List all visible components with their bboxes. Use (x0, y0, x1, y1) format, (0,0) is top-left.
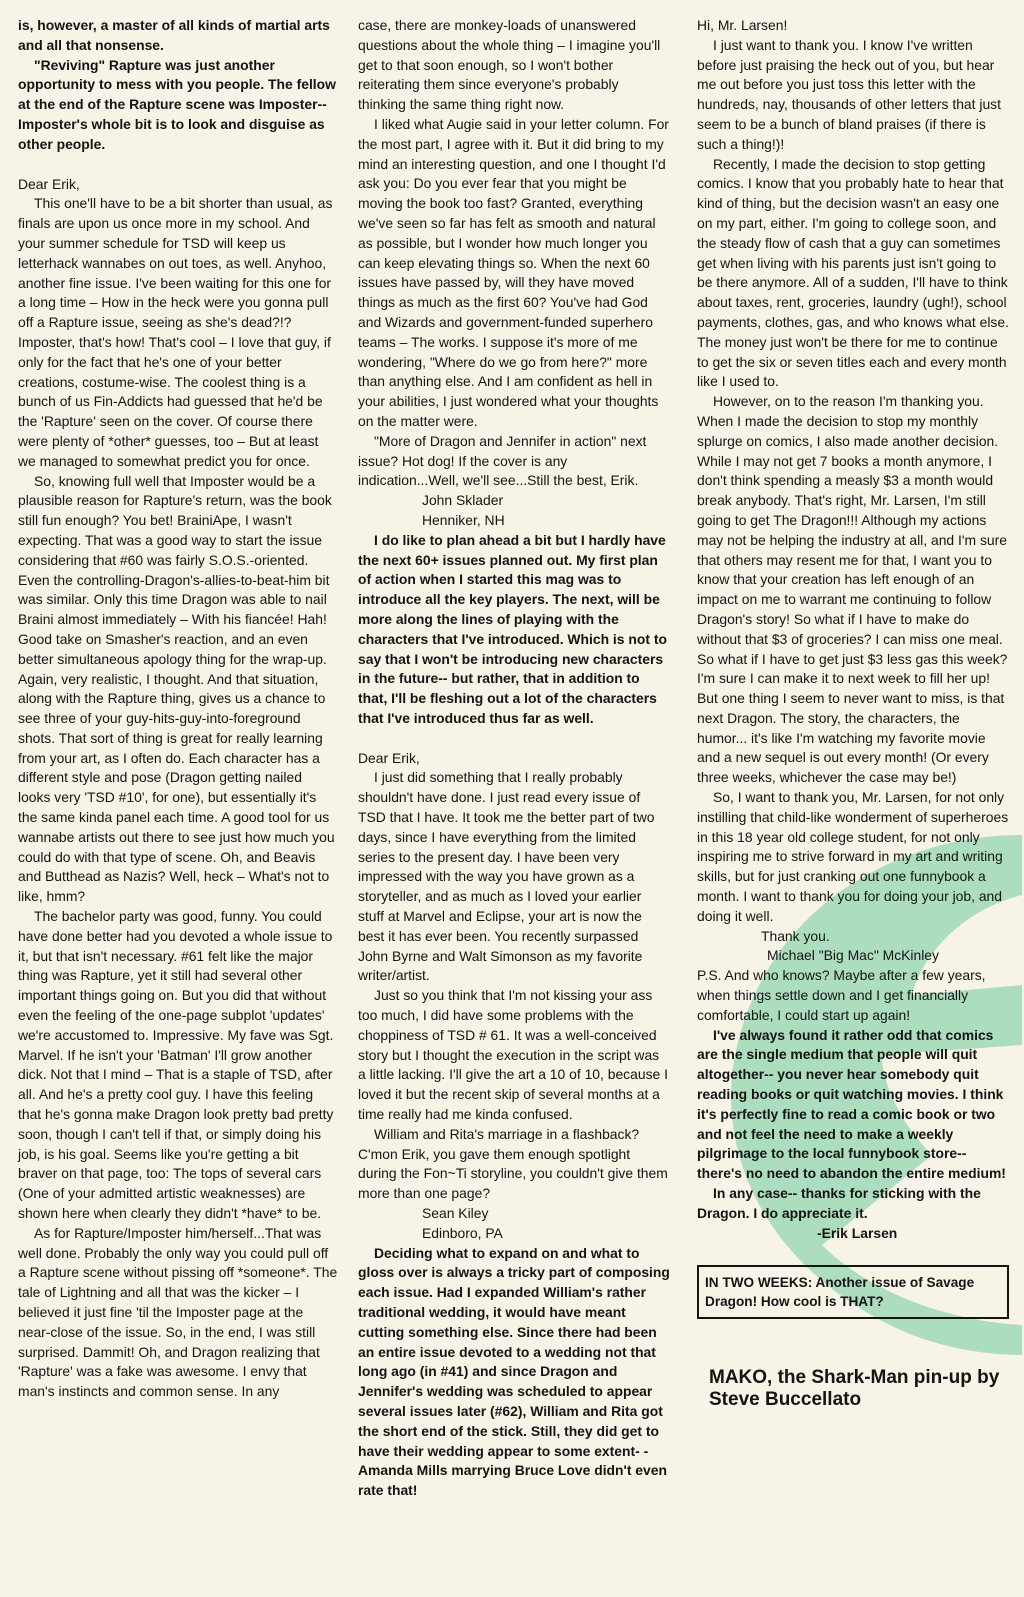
letter-paragraph: However, on to the reason I'm thanking you. When I made the decision to stop my monthly splurge on comics, I also made another decision. While I may not get 7 books a month anymore, I don't think spending a measly $3 a month would break anybody. That's right, Mr. Larsen, I'm still going to get The Dragon!!! Although my actions may not be helping the industry at all, and I'm sure that others may resent me for that, I want you to know that your creation has left enough of an impact on me to warrant me continuing to follow Dragon's story! So what if I have to make do without that $3 of groceries? I can miss one meal. So what if I have to get just $3 less gas this week? I'm sure I can make it to next week to fill her up! But one thing I seem to never want to miss, is that next Dragon. The story, the characters, the humor... it's like I'm watching my favorite movie and a new sequel is out every month! (Or every three weeks, whichever the case may be!) (697, 393, 1008, 786)
pinup-credit: MAKO, the Shark-Man pin-up by Steve Buccellato (709, 1367, 1000, 1411)
letter-signature: Edinboro, PA (422, 1224, 503, 1241)
editor-reply: In any case-- thanks for sticking with the Dragon. I do appreciate it. (697, 1185, 981, 1221)
letter-paragraph: Recently, I made the decision to stop getting comics. I know that you probably hate to hear that kind of thing, but the decision wasn't an easy one on my part, either. I'm going to college soon, and the steady flow of cash that a guy can sometimes get when living with his parents just isn't going to be there anymore. All of a sudden, I'll have to think about taxes, rent, groceries, laundry (ugh!), school payments, clothes, gas, and who knows what else. The money just won't be there for me to continue to get the six or seven titles each and every month like I used to. (697, 155, 1009, 390)
letter-signature: Michael "Big Mac" McKinley (767, 947, 939, 964)
letter-paragraph: case, there are monkey-loads of unanswered questions about the whole thing – I imagine you'll get to that soon enough, so I won't bother reiterating them since everyone's probably thinking the same thing right now. (358, 17, 661, 113)
editor-reply: Deciding what to expand on and what to gloss over is always a tricky part of composing each issue. Had I expanded William's rather traditional wedding, it would have meant cutting something else. Since there had been an entire issue devoted to a wedding not that long ago (in #41) and since Dragon and Jennifer's wedding was scheduled to appear several issues later (#62), William and Rita got the short end of the stick. Still, they did get to have their wedding appear to some extent- - Amanda Mills marrying Bruce Love didn't even rate that! (358, 1244, 670, 1499)
next-issue-box: IN TWO WEEKS: Another issue of Savage Dragon! How cool is THAT? (697, 1265, 1009, 1319)
letter-paragraph: So, I want to thank you, Mr. Larsen, for not only instilling that child-like wonderment of superheroes in this 18 year old college student, for not only inspiring me to strive forward in my art and writing skills, but for just cranking out one funnybook a month. I want to thank you for doing your job, and doing it well. (697, 789, 1009, 924)
letter-paragraph: I just did something that I really probably shouldn't have done. I just read every issue of TSD that I have. It took me the better part of two days, since I have everything from the limited series to the present day. I have been very impressed with the way you have grown as a storyteller, and as much as I loved your earlier stuff at Marvel and Eclipse, your art is now the best it has ever been. You recently surpassed John Byrne and Walt Simonson as my favorite writer/artist. (358, 769, 655, 984)
column-1 (18, 16, 338, 1402)
letter-paragraph: Just so you think that I'm not kissing your ass too much, I did have some problems with the choppiness of TSD # 61. It was a well-conceived story but I thought the execution in the script was a little lacking. I'll give the art a 10 of 10, because I loved it but the recent skip of several months at a time really had me kinda confused. (358, 987, 668, 1123)
letter-signature: Sean Kiley (422, 1205, 489, 1222)
paragraph-gap (18, 155, 338, 175)
letter-paragraph: As for Rapture/Imposter him/herself...That was well done. Probably the only way you could pull off a Rapture scene without pissing off *someone*. The tale of Lightning and all that was the kicker – I believed it just fine 'til the Imposter page at the near-close of the issue. So, in the end, I was still surprised. Dammit! Oh, and Dragon realizing that 'Rapture' was a fake was awesome. I envy that man's instincts and common sense. In any (18, 1224, 338, 1400)
letter-paragraph: "More of Dragon and Jennifer in action" next issue? Hot dog! If the cover is any indication...Well, we'll see...Still the best, Erik. (358, 432, 647, 489)
letter-paragraph: The bachelor party was good, funny. You could have done better had you devoted a whole issue to it, but that isn't necessary. #61 felt like the major thing was Rapture, yet it still had several other important things going on. But you did that without even the feeling of the one-page subplot 'updates' we're accustomed to. Impressive. My fave was Sgt. Marvel. If he isn't your 'Batman' I'll grow another dick. Not that I mind – That is a staple of TSD, after all. And he's a pretty cool guy. I have this feeling that he's gonna make Dragon look pretty bad pretty soon, though I can't tell if that, or simply doing his job, is his goal. Seems like you're getting a bit braver on that page, too: The tops of several cars (One of your admitted artistic weaknesses) are shown here when clearly they didn't *have* to be. (18, 908, 334, 1222)
letter-paragraph: P.S. And who knows? Maybe after a few years, when things settle down and I get financially comfortable, I could start up again! (697, 967, 986, 1023)
letter-paragraph: I just want to thank you. I know I've written before just praising the heck out of you, but hear me out before you just toss this letter with the hundreds, nay, thousands of other letters that just seem to be a bunch of bland praises (if there is such a thing!)! (697, 36, 1001, 152)
editor-reply: "Reviving" Rapture was just another opportunity to mess with you people. The fellow at the end of the Rapture scene was Imposter--Imposter's whole bit is to look and disguise as other people. (18, 56, 336, 152)
letter-paragraph: I liked what Augie said in your letter column. For the most part, I agree with it. But it did bring to my mind an interesting question, and one I thought I'd ask you: Do you ever fear that you might be moving the book too fast? Granted, everything we've seen so far has felt as smooth and natural as possible, but I wonder how much longer you can keep elevating things so. When the next 60 issues have passed by, will they have moved things as much as the first 60? You've had God and Wizards and government-funded superhero teams – The works. I suppose it's more of me wondering, "Where do we go from here?" more than anything else. And I am confident as hell in your abilities, I just wondered what your thoughts on the matter were. (358, 115, 669, 429)
editor-reply: I've always found it rather odd that comics are the single medium that people will quit altogether-- you never hear somebody quit reading books or quit watching movies. I think it's perfectly fine to read a comic book or two and not feel the need to make a weekly pilgrimage to the local funnybook store-- there's no need to abandon the entire medium! (697, 1026, 1006, 1182)
editor-reply: is, however, a master of all kinds of martial arts and all that nonsense. (18, 17, 330, 53)
editor-reply: I do like to plan ahead a bit but I hardly have the next 60+ issues planned out. My first plan of action when I started this mag was to introduce all the key players. The next, will be more along the lines of playing with the characters that I've introduced. Which is not to say that I won't be introducing new characters in the future-- but rather, that in addition to that, I'll be fleshing out a lot of the characters that I've introduced thus far as well. (358, 531, 667, 726)
editor-signature: -Erik Larsen (817, 1224, 898, 1241)
column-3 (697, 16, 1009, 1411)
letter-paragraph: This one'll have to be a bit shorter than usual, as finals are upon us once more in my school. And your summer schedule for TSD will keep us letterhack wannabes on out toes, as well. Anyhoo, another fine issue. I've been waiting for this one for a long time – How in the heck were you gonna pull off a Rapture issue, seeing as she's dead?!? Imposter, that's how! That's cool – I love that guy, if only for the fact that he's one of your better creations, costume-wise. The coolest thing is a bunch of us Fin-Addicts had guessed that he'd be the 'Rapture' seen on the cover. Of course there were plenty of *other* guesses, too – But at least we managed to somewhat predict you for once. (18, 195, 333, 469)
letter-paragraph: So, knowing full well that Imposter would be a plausible reason for Rapture's return, was the book still fun enough? You bet! BrainiApe, I wasn't expecting. That was a good way to start the issue considering that #60 was fairly S.O.S.-oriented. Even the controlling-Dragon's-allies-to-beat-him bit was similar. Only this time Dragon was able to nail Braini almost immediately – With his fiancée! Hah! Good take on Smasher's reaction, and an even better simultaneous apology thing for the wrap-up. Again, very realistic, I thought. And that situation, along with the Rapture thing, gives us a chance to see three of your guy-hits-guy-into-foreground shots. That sort of thing is great for really learning from your art, as I often do. Each character has a different style and pose (Dragon getting nailed looks very 'TSD #10', for one), but essentially it's the same kinda panel each time. A good tool for us wannabe artists out there to see just how much you could do with that type of scene. Oh, and Beavis and Butthead as Nazis? Well, heck – What's not to like, hmm? (18, 472, 335, 905)
letter-signature: Henniker, NH (422, 511, 505, 528)
letter-signature: John Sklader (422, 492, 504, 509)
paragraph-gap (358, 729, 670, 749)
column-3-letters (697, 16, 1009, 1243)
column-2 (358, 16, 670, 1501)
letter-signature: Thank you. (761, 927, 830, 944)
letter-salutation: Dear Erik, (18, 175, 80, 192)
letter-salutation: Dear Erik, (358, 749, 420, 766)
letter-paragraph: William and Rita's marriage in a flashback? C'mon Erik, you gave them enough spotlight during the Fon~Ti storyline, you couldn't give them more than one page? (358, 1125, 668, 1202)
letter-salutation: Hi, Mr. Larsen! (697, 17, 788, 33)
